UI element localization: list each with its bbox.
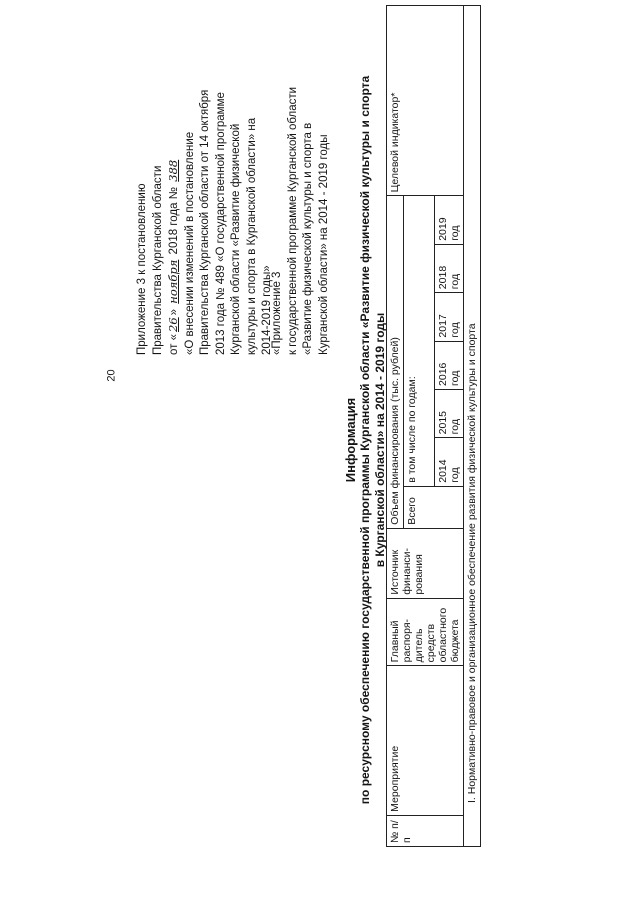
rotated-content: [133, 5, 640, 875]
annex-line: Приложение 3 к постановлению: [136, 183, 148, 355]
title-line: Информация: [343, 397, 358, 483]
section-title-text: I. Нормативно-правовое и организационное обеспечение развития физической культуры и спорта: [466, 323, 478, 803]
annex2-line: «Развитие физической культуры и спорта в: [302, 122, 314, 355]
annex-line: 2014-2019 годы»: [261, 265, 273, 355]
annex2-line: к государственной программе Курганской области: [286, 86, 299, 355]
header-year: 2019 год: [435, 196, 464, 244]
header-year: 2014 год: [435, 438, 464, 486]
header-admin: Главный распоря-дитель средств областного бюджета: [387, 598, 464, 666]
header-year: 2018 год: [435, 244, 464, 292]
annex2-line: «Приложение 3: [271, 271, 283, 355]
annex-date-year: 2018 года №: [168, 183, 180, 258]
header-total: Всего: [404, 486, 464, 528]
annex2-line: Курганской области» на 2014 - 2019 годы: [317, 134, 330, 355]
handwritten-day: 26: [166, 317, 180, 332]
header-event: Мероприятие: [387, 666, 464, 815]
annex-date-line: [166, 15, 183, 355]
handwritten-number: 388: [166, 159, 180, 182]
handwritten-month: ноября: [166, 259, 180, 304]
title-line: по ресурсному обеспечению государственной программы Курганской области «Развитие физической культуры и спорта: [358, 75, 372, 805]
page-number: 20: [105, 369, 118, 382]
section-title: [464, 6, 481, 847]
table-header-row: [387, 6, 404, 847]
header-year: 2015 год: [435, 389, 464, 437]
annex-line: Правительства Курганской области от 14 октября: [199, 89, 211, 355]
header-source: Источник финанси-рования: [387, 528, 464, 598]
document-title: [343, 5, 388, 875]
annex-program-header: [270, 15, 332, 355]
resource-table: [386, 5, 481, 847]
annex-date-sep: »: [168, 305, 180, 316]
title-line: в Курганской области» на 2014 - 2019 годы: [373, 312, 387, 568]
annex-line: 2013 года № 489 «О государственной программе: [214, 92, 227, 355]
annex-header: [135, 15, 276, 355]
annex-line: «О внесении изменений в постановление: [183, 131, 196, 355]
header-year: 2017 год: [435, 293, 464, 341]
annex-line: Правительства Курганской области: [151, 165, 164, 355]
annex-date-prefix: от «: [168, 333, 180, 355]
annex-line: культуры и спорта в Курганской области» на: [245, 117, 258, 355]
header-year: 2016 год: [435, 341, 464, 389]
section-row: [464, 6, 481, 847]
header-volume: Объем финансирования (тыс. рублей): [387, 196, 404, 528]
header-num: № п/п: [387, 815, 464, 846]
annex-line: Курганской области «Развитие физической: [230, 123, 242, 355]
header-target: Целевой индикатор*: [387, 6, 464, 196]
header-by-years: в том числе по годам:: [404, 196, 435, 486]
